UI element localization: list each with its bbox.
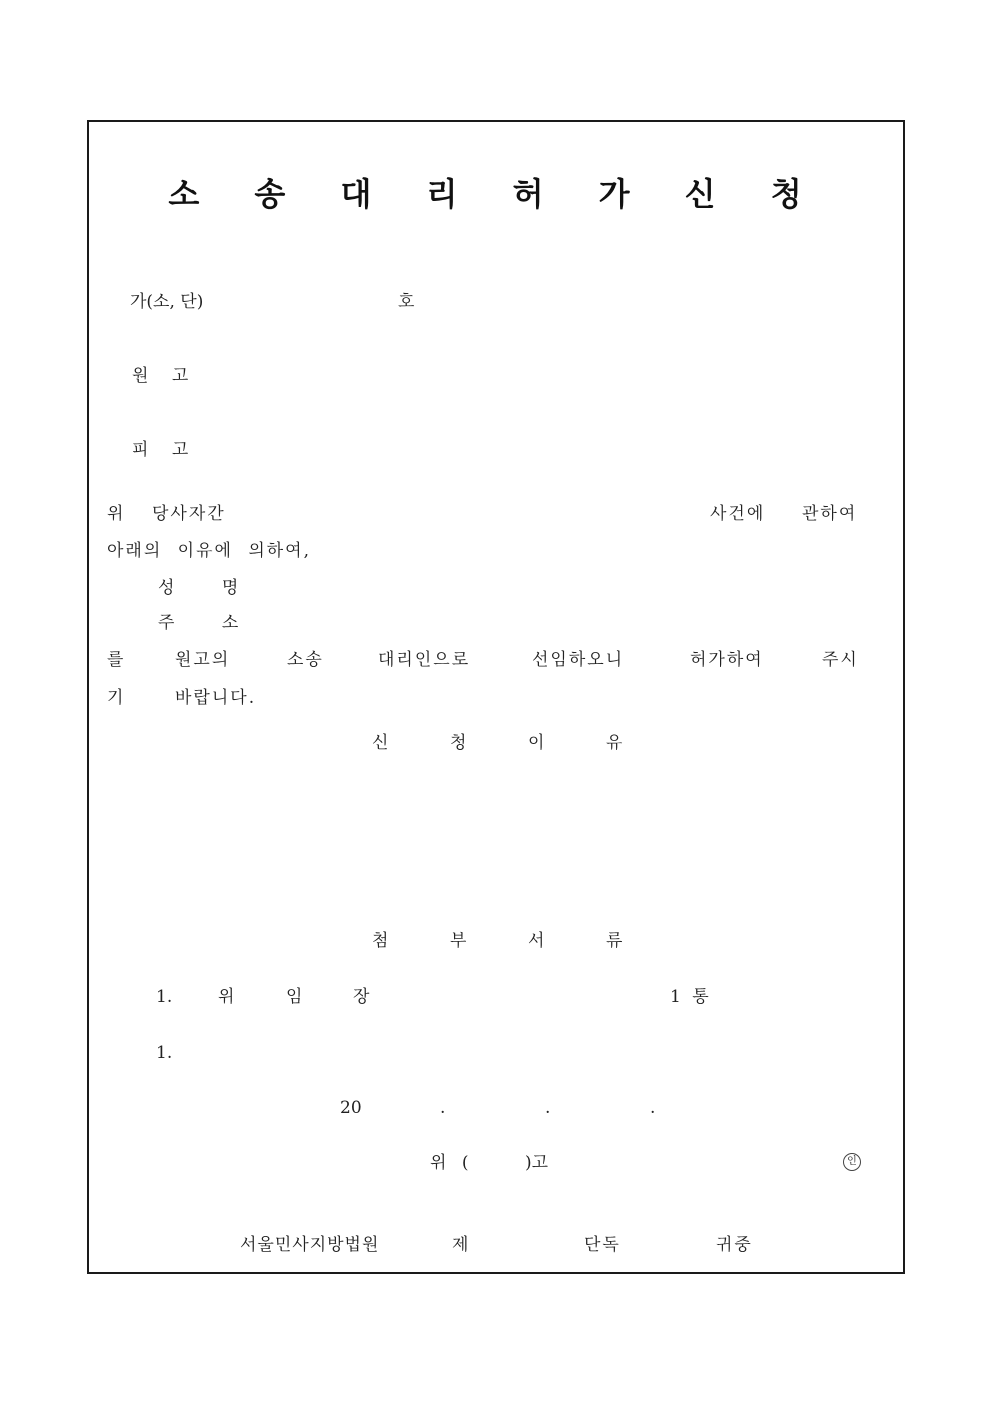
signer-label: 위 ( (430, 1153, 469, 1173)
case-type-label: 가(소, 단) (130, 292, 204, 312)
attachment-1-word: 임 (286, 987, 303, 1007)
body-line3-word: 를 (107, 650, 124, 670)
body-line1-a: 위 (107, 504, 124, 524)
body-line3-word: 소송 (287, 650, 324, 670)
case-number-suffix: 호 (398, 292, 415, 312)
reason-heading-char: 청 (450, 733, 467, 753)
body-line1-d: 관하여 (802, 504, 858, 524)
body-line4-b: 바랍니다. (175, 688, 257, 708)
seal-mark: 인 (843, 1153, 861, 1171)
body-line3-word: 대리인으로 (378, 650, 471, 670)
attach-heading-char: 첨 (372, 931, 389, 951)
attachment-1-quantity: 1 통 (670, 987, 709, 1007)
reason-heading-char: 유 (606, 733, 623, 753)
court-division-dandok: 단독 (584, 1235, 621, 1255)
attachment-1-word: 위 (218, 987, 235, 1007)
body-line1-c: 사건에 (710, 504, 766, 524)
address-label: 주 소 (158, 613, 239, 633)
body-line3-word: 허가하여 (690, 650, 764, 670)
reason-heading-char: 이 (528, 733, 545, 753)
signer-suffix: )고 (525, 1153, 549, 1173)
court-gwijung: 귀중 (716, 1235, 753, 1255)
attach-heading-char: 부 (450, 931, 467, 951)
document-title: 소 송 대 리 허 가 신 청 (168, 175, 824, 213)
reason-heading-char: 신 (372, 733, 389, 753)
court-division-je: 제 (452, 1235, 469, 1255)
body-line4-a: 기 (107, 688, 124, 708)
body-line2: 아래의 이유에 의하여, (107, 541, 312, 561)
plaintiff-label: 원 고 (132, 366, 189, 386)
date-dot: . (650, 1098, 656, 1118)
body-line3-word: 원고의 (175, 650, 231, 670)
attachment-1-word: 장 (353, 987, 370, 1007)
date-dot: . (545, 1098, 551, 1118)
name-label: 성 명 (158, 578, 239, 598)
attach-heading-char: 류 (606, 931, 623, 951)
attachment-2-number: 1. (156, 1043, 173, 1063)
defendant-label: 피 고 (132, 440, 189, 460)
date-dot: . (440, 1098, 446, 1118)
attach-heading-char: 서 (528, 931, 545, 951)
court-name: 서울민사지방법원 (240, 1235, 380, 1255)
body-line3-word: 선임하오니 (532, 650, 625, 670)
attachment-1-number: 1. (156, 987, 173, 1007)
body-line3-word: 주시 (822, 650, 859, 670)
body-line1-b: 당사자간 (152, 504, 226, 524)
date-year: 20 (340, 1098, 362, 1118)
